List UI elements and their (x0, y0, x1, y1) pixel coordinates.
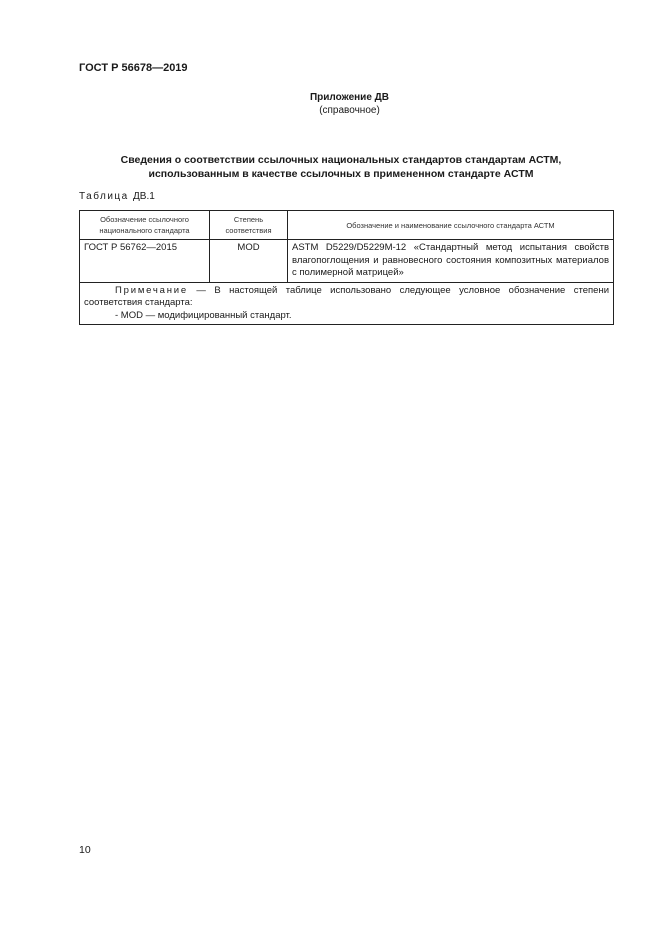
note-text: — В настоящей таблице использовано следующее условное обозначение степени соответствия стандарта: (84, 284, 609, 308)
table-caption (79, 191, 155, 202)
table-row (80, 240, 614, 283)
header-astm-standard: Обозначение и наименование ссылочного стандарта АСТМ (288, 211, 614, 240)
table-caption-number: ДВ.1 (133, 191, 155, 202)
page-number: 10 (79, 844, 91, 856)
cell-astm-standard: ASTM D5229/D5229M-12 «Стандартный метод испытания свойств влагопоглощения и равновесного состояния композитных материалов с полимерной матрицей» (288, 240, 614, 283)
note-head: Примечание (115, 284, 188, 296)
document-code: ГОСТ Р 56678—2019 (79, 62, 188, 74)
header-national-standard: Обозначение ссылочного национального стандарта (80, 211, 210, 240)
section-title-line-1: Сведения о соответствии ссылочных национальных стандартов стандартам АСТМ, (120, 154, 562, 166)
table-note (80, 282, 614, 325)
cell-national-standard: ГОСТ Р 56762—2015 (80, 240, 210, 283)
table-caption-word: Таблица (79, 191, 129, 202)
section-title (79, 153, 603, 181)
table-note-row (80, 282, 614, 325)
appendix-heading (0, 91, 661, 117)
table-header-row (80, 211, 614, 240)
header-degree: Степень соответствия (210, 211, 288, 240)
appendix-title: Приложение ДВ (309, 92, 390, 103)
cell-degree: MOD (210, 240, 288, 283)
correspondence-table (79, 210, 614, 325)
section-title-line-2: использованным в качестве ссылочных в примененном стандарте АСТМ (148, 168, 534, 180)
appendix-subtitle: (справочное) (319, 105, 380, 116)
note-item: - MOD — модифицированный стандарт. (115, 309, 292, 321)
